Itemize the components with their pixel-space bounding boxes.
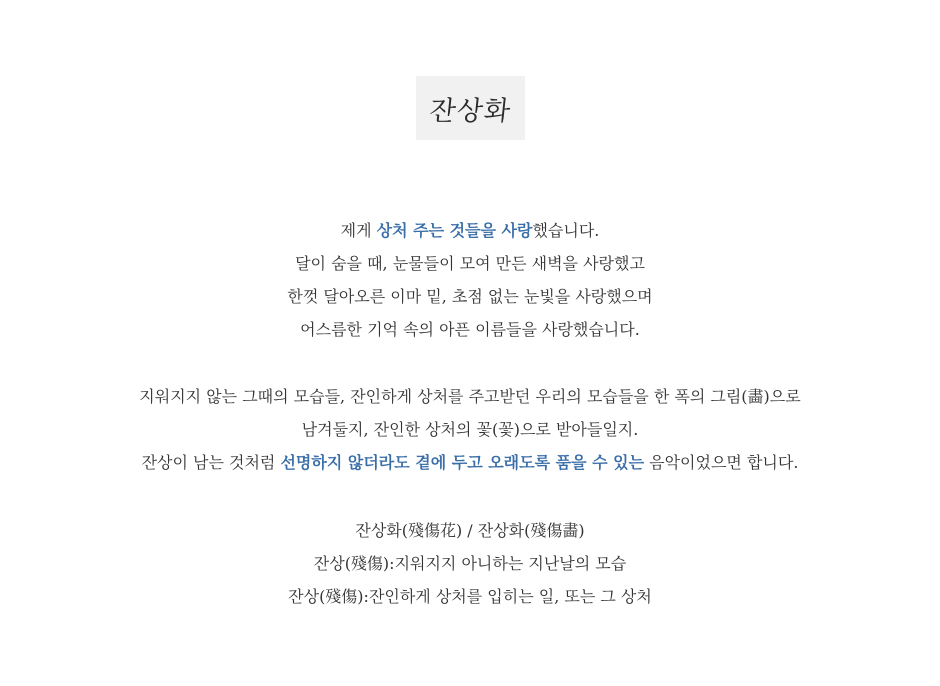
stanza-2-line-2: 남겨둘지, 잔인한 상처의 꽃(꽃)으로 받아들일지.: [301, 420, 639, 439]
stanza-2-line-3-part-c: 음악이었으면 합니다.: [644, 453, 799, 472]
stanza-2-line-3-highlight: 선명하지 않더라도 곁에 두고 오래도록 품을 수 있는: [280, 453, 645, 472]
stanza-1-line-1-part-a: 제게: [340, 221, 377, 240]
stanza-2-line-3-part-a: 잔상이 남는 것처럼: [141, 453, 281, 472]
stanza-2-line-3: [0, 446, 940, 479]
stanza-3-line-2: 잔상(殘傷):지워지지 아니하는 지난날의 모습: [313, 554, 627, 573]
stanza-2: [0, 380, 940, 479]
stanza-3: [0, 514, 940, 613]
stanza-3-line-1: 잔상화(殘傷花) / 잔상화(殘傷畵): [355, 521, 585, 540]
page-title: 잔상화: [427, 95, 513, 127]
stanza-1: [0, 214, 940, 346]
stanza-1-line-1: [0, 214, 940, 247]
stanza-1-line-2: 달이 숨을 때, 눈물들이 모여 만든 새벽을 사랑했고: [295, 254, 645, 273]
stanza-3-line-3: 잔상(殘傷):잔인하게 상처를 입히는 일, 또는 그 상처: [288, 587, 652, 606]
stanza-1-line-3: 한껏 달아오른 이마 밑, 초점 없는 눈빛을 사랑했으며: [287, 287, 653, 306]
stanza-2-line-1: 지워지지 않는 그때의 모습들, 잔인하게 상처를 주고받던 우리의 모습들을 한 폭의 그림(畵)으로: [139, 387, 801, 406]
title-box: [416, 76, 525, 140]
stanza-1-line-1-highlight: 상처 주는 것들을 사랑: [376, 221, 533, 240]
stanza-1-line-1-part-c: 했습니다.: [532, 221, 600, 240]
stanza-1-line-4: 어스름한 기억 속의 아픈 이름들을 사랑했습니다.: [300, 320, 640, 339]
